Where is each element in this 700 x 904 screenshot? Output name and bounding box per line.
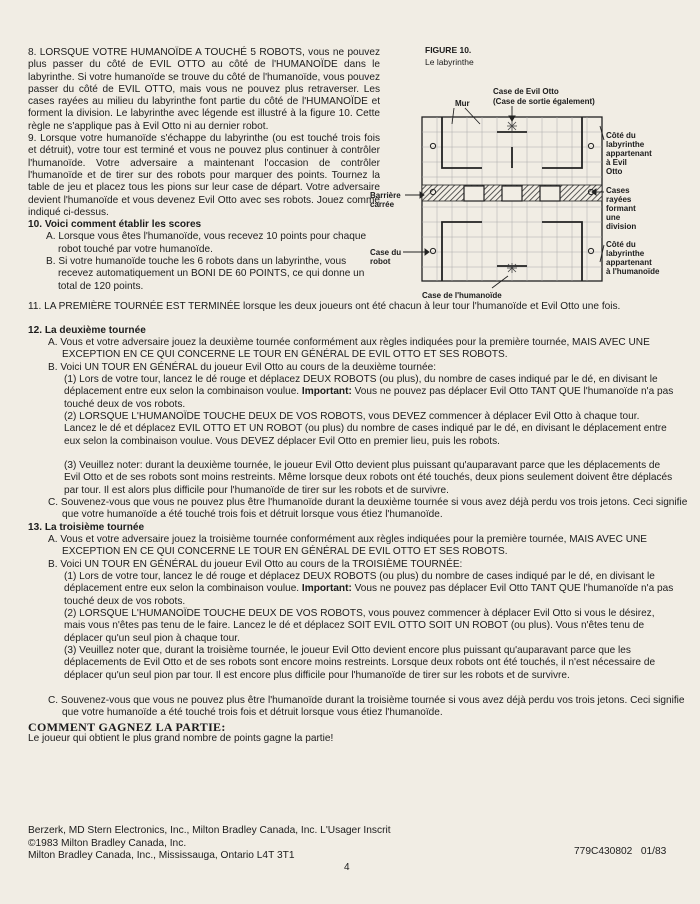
rule-12-a: A. Vous et votre adversaire jouez la deuxième tournée conformément aux règles indiquées pour la première tournée, MAIS AVEC UNE EXCEPTION EN CE QUI CONCERNE LE TOUR EN GÉNÉRAL DE EVIL OTTO ET SES ROBOTS. <box>48 337 650 361</box>
rule-12-b: B. Voici UN TOUR EN GÉNÉRAL du joueur Evil Otto au cours de la deuxième tournée: <box>48 362 437 373</box>
label-barrier-2: carrée <box>370 200 395 209</box>
rule-8-text: 8. LORSQUE VOTRE HUMANOÏDE A TOUCHÉ 5 ROBOTS, vous ne pouvez plus passer du côté de EVIL OTTO au côté de l'HUMANOÏDE dans le labyrinthe. Si votre humanoïde se trouve du côté de l'humanoïde, vous pouvez passer du côté de EVIL OTTO, mais vous ne pouvez plus retraverser. Les cases rayées au milieu du labyrinthe font partie du côté de l'HUMANOÏDE et forment la division. Le labyrinthe avec légende est illustré à la figure 10. Cette règle ne s'applique pas à Evil Otto ni au dernier robot. <box>28 47 380 132</box>
label-humanoid-square: Case de l'humanoïde <box>422 291 502 300</box>
rule-13-b1-pre: (1) Lors de votre tour, lancez le dé rouge et déplacez DEUX ROBOTS (ou plus) du nombre de cases indiqué par le dé, en divisant le déplacement entre eux selon la combinaison voulue. <box>64 571 655 595</box>
rule-12-b3: (3) Veuillez noter: durant la deuxième tournée, le joueur Evil Otto devient plus puissant qu'auparavant parce que les déplacements de Evil Otto et de ses robots sont moins restreints. Même lorsque deux robots ont été touchés, deux pions seulement doivent être déplacés par tour. Il est alors plus difficile pour l'humanoïde de tirer sur les robots et de survivre. <box>64 460 673 496</box>
rule-12-c: C. Souvenez-vous que vous ne pouvez plus être l'humanoïde durant la deuxième tournée si vous avez déjà perdu vos trois jetons. Ceci signifie que votre humanoïde a été touché trois fois et détruit lorsque vous étiez l'humanoïde. <box>48 497 688 521</box>
figure-subtitle: Le labyrinthe <box>425 57 474 67</box>
rule-13-heading: 13. La troisième tournée <box>28 522 145 533</box>
rule-10-a: A. Lorsque vous êtes l'humanoïde, vous recevez 10 points pour chaque robot touché par votre humanoïde. <box>46 231 367 255</box>
how-to-win-text: Le joueur qui obtient le plus grand nombre de points gagne la partie! <box>28 733 334 744</box>
label-otto-side-4: à Evil <box>606 158 627 167</box>
label-barrier <box>370 191 401 209</box>
rule-13-b2: (2) LORSQUE L'HUMANOÏDE TOUCHE DEUX DE VOS ROBOTS, vous pouvez commencer à déplacer Evil Otto si vous le désirez, mais vous n'êtes pas tenu de le faire. Lancez le dé et déplacez SOIT EVIL OTTO SOIT UN ROBOT (ou plus). Vous n'êtes tenu de déplacer qu'un seul pion à chaque tour. <box>64 608 655 644</box>
figure-title: FIGURE 10. <box>425 45 472 55</box>
rule-10-heading: 10. Voici comment établir les scores <box>28 219 202 231</box>
humanoid-square <box>507 263 517 273</box>
how-to-win-heading: COMMENT GAGNEZ LA PARTIE: <box>28 720 226 734</box>
rule-13-b1-important: Important: <box>301 583 352 595</box>
label-otto-side <box>606 131 652 176</box>
footer-line-3: Milton Bradley Canada, Inc., Mississauga, Ontario L4T 3T1 <box>28 850 295 861</box>
label-otto-side-1: Côté du <box>606 131 636 140</box>
rule-13-a: A. Vous et votre adversaire jouez la troisième tournée conformément aux règles indiquées pour la première tournée, MAIS AVEC UNE EXCEPTION EN CE QUI CONCERNE LE TOUR EN GÉNÉRAL DE EVIL OTTO ET SES ROBOTS. <box>48 534 648 558</box>
label-robot-square <box>370 248 401 266</box>
footer <box>28 825 391 863</box>
label-striped-4: une <box>606 213 621 222</box>
square-barrier <box>502 186 522 201</box>
label-barrier-1: Barrière <box>370 191 401 200</box>
rule-12-b2: (2) LORSQUE L'HUMANOÏDE TOUCHE DEUX DE VOS ROBOTS, vous DEVEZ commencer à déplacer Evil Otto à chaque tour. Lancez le dé et déplacez EVIL OTTO ET UN ROBOT (ou plus) du nombre de cases indiqué par le dé, en divisant le déplacement entre eux selon la combinaison voulue. Vous DEVEZ déplacer Evil Otto en premier lieu, puis les robots. <box>64 411 667 447</box>
square-barrier <box>540 186 560 201</box>
label-humanoid-side-3: appartenant <box>606 258 652 267</box>
footer-line-2: ©1983 Milton Bradley Canada, Inc. <box>28 837 187 849</box>
label-evil-otto-square-2: (Case de sortie également) <box>493 97 595 106</box>
label-robot-square-2: robot <box>370 257 391 266</box>
rule-11: 11. LA PREMIÈRE TOURNÉE EST TERMINÉE lorsque les deux joueurs ont été chacun à leur tour l'humanoïde et Evil Otto une fois. <box>28 301 621 312</box>
label-striped-5: division <box>606 222 637 231</box>
label-humanoid-side-2: labyrinthe <box>606 249 645 258</box>
label-striped <box>606 186 636 231</box>
footer-line-1: Berzerk, MD Stern Electronics, Inc., Milton Bradley Canada, Inc. L'Usager Inscrit <box>28 825 391 836</box>
label-evil-otto-square-1: Case de Evil Otto <box>493 87 559 96</box>
label-otto-side-5: Otto <box>606 167 623 176</box>
label-striped-1: Cases <box>606 186 630 195</box>
label-otto-side-3: appartenant <box>606 149 652 158</box>
rule-13-b1-post: Vous ne pouvez pas déplacer Evil Otto TANT QUE l'humanoïde n'a pas touché deux de vos robots. <box>64 583 674 607</box>
rule-13-b: B. Voici UN TOUR EN GÉNÉRAL du joueur Evil Otto au cours de la TROISIÈME TOURNÉE: <box>48 559 463 570</box>
square-barrier <box>464 186 484 201</box>
rule-9-text: 9. Lorsque votre humanoïde s'échappe du labyrinthe (ou est touché trois fois et détruit), votre tour est terminé et vous ne pouvez plus continuer à contrôler l'humanoïde. Votre adversaire a maintenant l'occasion de contrôler l'humanoïde et de tirer sur des robots pour marquer des points. Tournez la table de jeu et placez tous les pions sur leur case de départ. Votre adversaire devient l'humanoïde et vous devenez Evil Otto avec ses robots. Jouez comme indiqué ci-dessus. <box>28 133 380 218</box>
product-code: 779C430802 01/83 <box>574 846 667 857</box>
rule-12-heading: 12. La deuxième tournée <box>28 325 146 336</box>
label-humanoid-side-1: Côté du <box>606 240 636 249</box>
label-striped-3: formant <box>606 204 636 213</box>
label-wall: Mur <box>455 99 470 108</box>
rule-13-c: C. Souvenez-vous que vous ne pouvez plus être l'humanoïde durant la troisième tournée si vous avez déjà perdu vos trois jetons. Ceci signifie que votre humanoïde a été touché trois fois et détruit lorsque vous étiez l'humanoïde. <box>48 695 685 719</box>
label-striped-2: rayées <box>606 195 632 204</box>
label-robot-square-1: Case du <box>370 248 402 257</box>
rule-12-b1-important: Important: <box>301 386 352 398</box>
label-otto-side-2: labyrinthe <box>606 140 645 149</box>
rule-13-b3: (3) Veuillez noter que, durant la troisième tournée, le joueur Evil Otto devient encore plus puissant qu'auparavant parce que les déplacements de Evil Otto et de ses robots sont encore moins restreints. Lorsque deux robots ont été touchés, il n'est nécessaire de déplacer qu'un seul pion par tour. Il est encore plus difficile pour l'humanoïde de tirer sur les robots et de survivre. <box>64 645 656 681</box>
label-humanoid-side-4: à l'humanoïde <box>606 267 660 276</box>
rule-10-b: B. Si votre humanoïde touche les 6 robots dans un labyrinthe, vous recevez automatiquement un BONI DE 60 POINTS, ce qui donne un total de 120 points. <box>46 256 365 292</box>
evil-otto-square <box>507 121 517 131</box>
rule-12-b1-post: Vous ne pouvez pas déplacer Evil Otto TANT QUE l'humanoïde n'a pas touché deux de vos robots. <box>64 386 674 410</box>
page-number: 4 <box>344 862 350 873</box>
label-humanoid-side <box>606 240 659 276</box>
rule-12-b1-pre: (1) Lors de votre tour, lancez le dé rouge et déplacez DEUX ROBOTS (ou plus), du nombre de cases indiqué par le dé, en divisant le déplacement entre eux selon la combinaison voulue. <box>64 374 658 398</box>
